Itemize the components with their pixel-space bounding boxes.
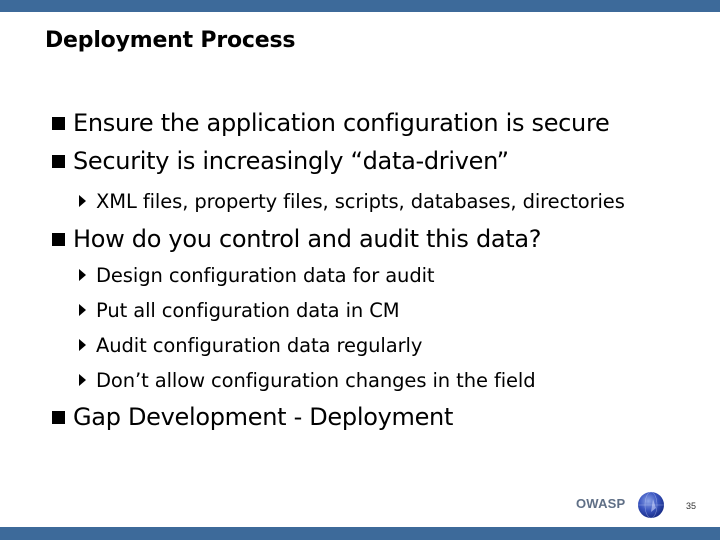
square-bullet-icon bbox=[52, 117, 65, 130]
triangle-bullet-icon bbox=[79, 195, 86, 207]
sub-bullet-item bbox=[79, 188, 625, 214]
sub-bullet-item bbox=[79, 297, 400, 323]
bullet-item bbox=[52, 224, 541, 254]
page-number: 35 bbox=[686, 501, 697, 511]
sub-bullet-text: Design configuration data for audit bbox=[96, 263, 435, 287]
sub-bullet-text: Audit configuration data regularly bbox=[96, 333, 423, 357]
owasp-globe-icon bbox=[637, 491, 665, 519]
triangle-bullet-icon bbox=[79, 269, 86, 281]
bullet-item bbox=[52, 402, 453, 432]
triangle-bullet-icon bbox=[79, 374, 86, 386]
bullet-item bbox=[52, 108, 609, 138]
slide-title: Deployment Process bbox=[45, 28, 296, 53]
owasp-logo-text: OWASP bbox=[576, 496, 626, 511]
square-bullet-icon bbox=[52, 233, 65, 246]
bullet-text: Ensure the application configuration is secure bbox=[73, 109, 610, 137]
sub-bullet-item bbox=[79, 367, 536, 393]
sub-bullet-item bbox=[79, 332, 422, 358]
bottom-bar bbox=[0, 527, 720, 540]
triangle-bullet-icon bbox=[79, 304, 86, 316]
bullet-item bbox=[52, 146, 509, 176]
top-bar bbox=[0, 0, 720, 12]
bullet-text: How do you control and audit this data? bbox=[73, 225, 542, 253]
bullet-text: Security is increasingly “data-driven” bbox=[73, 147, 509, 175]
square-bullet-icon bbox=[52, 411, 65, 424]
bullet-text: Gap Development - Deployment bbox=[73, 403, 454, 431]
triangle-bullet-icon bbox=[79, 339, 86, 351]
sub-bullet-text: XML files, property files, scripts, databases, directories bbox=[96, 189, 625, 213]
sub-bullet-text: Put all configuration data in CM bbox=[96, 298, 400, 322]
sub-bullet-text: Don’t allow configuration changes in the field bbox=[96, 368, 536, 392]
sub-bullet-item bbox=[79, 262, 434, 288]
square-bullet-icon bbox=[52, 155, 65, 168]
